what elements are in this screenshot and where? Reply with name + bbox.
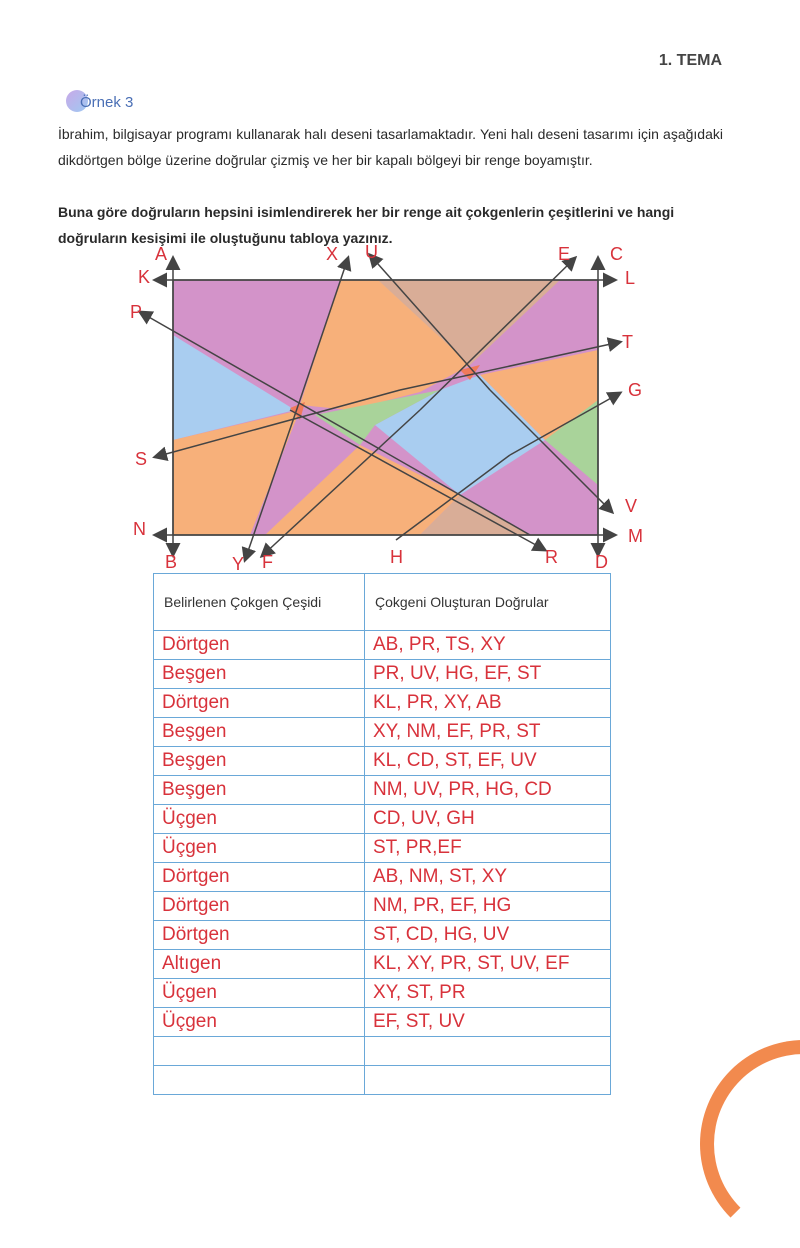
- lines-cell: XY, NM, EF, PR, ST: [365, 718, 611, 747]
- label-E: E: [558, 244, 571, 264]
- table-row: [154, 689, 611, 718]
- polygon-type-cell: Üçgen: [154, 979, 365, 1008]
- polygon-type-cell: Beşgen: [154, 718, 365, 747]
- label-X: X: [326, 244, 339, 264]
- lines-cell: NM, PR, EF, HG: [365, 892, 611, 921]
- label-H: H: [390, 547, 403, 567]
- lines-cell: [365, 1037, 611, 1066]
- label-B: B: [165, 552, 178, 572]
- lines-cell: KL, PR, XY, AB: [365, 689, 611, 718]
- table-row: [154, 950, 611, 979]
- label-G: G: [628, 380, 643, 400]
- table-row: [154, 1008, 611, 1037]
- lines-cell: KL, XY, PR, ST, UV, EF: [365, 950, 611, 979]
- lines-cell: AB, NM, ST, XY: [365, 863, 611, 892]
- label-M: M: [628, 526, 643, 546]
- label-P: P: [130, 302, 143, 322]
- rug-diagram: [0, 0, 800, 580]
- table-row: [154, 921, 611, 950]
- lines-cell: XY, ST, PR: [365, 979, 611, 1008]
- lines-cell: CD, UV, GH: [365, 805, 611, 834]
- polygon-type-cell: Altıgen: [154, 950, 365, 979]
- polygon-type-cell: [154, 1037, 365, 1066]
- label-R: R: [545, 547, 558, 567]
- table-row: [154, 863, 611, 892]
- lines-cell: AB, PR, TS, XY: [365, 631, 611, 660]
- table-header-row: [154, 574, 611, 631]
- lines-cell: [365, 1066, 611, 1095]
- lines-cell: KL, CD, ST, EF, UV: [365, 747, 611, 776]
- label-S: S: [135, 449, 148, 469]
- table-row: [154, 776, 611, 805]
- header-lines: Çokgeni Oluşturan Doğrular: [365, 574, 611, 631]
- lines-cell: NM, UV, PR, HG, CD: [365, 776, 611, 805]
- example-title: Örnek 3: [80, 94, 134, 111]
- label-T: T: [622, 332, 633, 352]
- label-V: V: [625, 496, 638, 516]
- polygon-type-cell: [154, 1066, 365, 1095]
- label-Y: Y: [232, 554, 245, 574]
- answers-table: [153, 573, 611, 1095]
- table-row: [154, 1037, 611, 1066]
- problem-paragraph: İbrahim, bilgisayar programı kullanarak halı deseni tasarlamaktadır. Yeni halı deseni tasarımı için aşağıdaki dikdörtgen bölge üzerine doğrular çizmiş ve her bir kapalı bölgeyi bir renge boyamıştır.: [58, 126, 723, 168]
- polygon-type-cell: Üçgen: [154, 1008, 365, 1037]
- decorative-arc: [700, 1040, 800, 1248]
- polygon-type-cell: Beşgen: [154, 747, 365, 776]
- polygon-type-cell: Dörtgen: [154, 631, 365, 660]
- label-F: F: [262, 552, 273, 572]
- polygon-type-cell: Dörtgen: [154, 921, 365, 950]
- theme-heading: 1. TEMA: [658, 52, 722, 69]
- polygon-type-cell: Dörtgen: [154, 892, 365, 921]
- polygon-type-cell: Dörtgen: [154, 863, 365, 892]
- table-row: [154, 660, 611, 689]
- polygon-type-cell: Üçgen: [154, 834, 365, 863]
- lines-cell: ST, CD, HG, UV: [365, 921, 611, 950]
- label-C: C: [610, 244, 623, 264]
- polygon-type-cell: Dörtgen: [154, 689, 365, 718]
- header-polygon-type: Belirlenen Çokgen Çeşidi: [154, 574, 365, 631]
- lines-cell: EF, ST, UV: [365, 1008, 611, 1037]
- label-U: U: [365, 242, 378, 262]
- label-L: L: [625, 268, 636, 288]
- table-row: [154, 631, 611, 660]
- table-row: [154, 1066, 611, 1095]
- table-row: [154, 747, 611, 776]
- label-N: N: [133, 519, 146, 539]
- table-row: [154, 892, 611, 921]
- polygon-type-cell: Beşgen: [154, 660, 365, 689]
- label-D: D: [595, 552, 608, 572]
- table-row: [154, 805, 611, 834]
- polygon-type-cell: Beşgen: [154, 776, 365, 805]
- lines-cell: PR, UV, HG, EF, ST: [365, 660, 611, 689]
- label-A: A: [155, 244, 168, 264]
- label-K: K: [138, 267, 151, 287]
- lines-cell: ST, PR,EF: [365, 834, 611, 863]
- table-row: [154, 834, 611, 863]
- table-row: [154, 718, 611, 747]
- polygon-type-cell: Üçgen: [154, 805, 365, 834]
- table-row: [154, 979, 611, 1008]
- problem-instruction: Buna göre doğruların hepsini isimlendirerek her bir renge ait çokgenlerin çeşitlerini ve hangi doğruların kesişimi ile oluştuğunu tabloya yazınız.: [58, 204, 675, 246]
